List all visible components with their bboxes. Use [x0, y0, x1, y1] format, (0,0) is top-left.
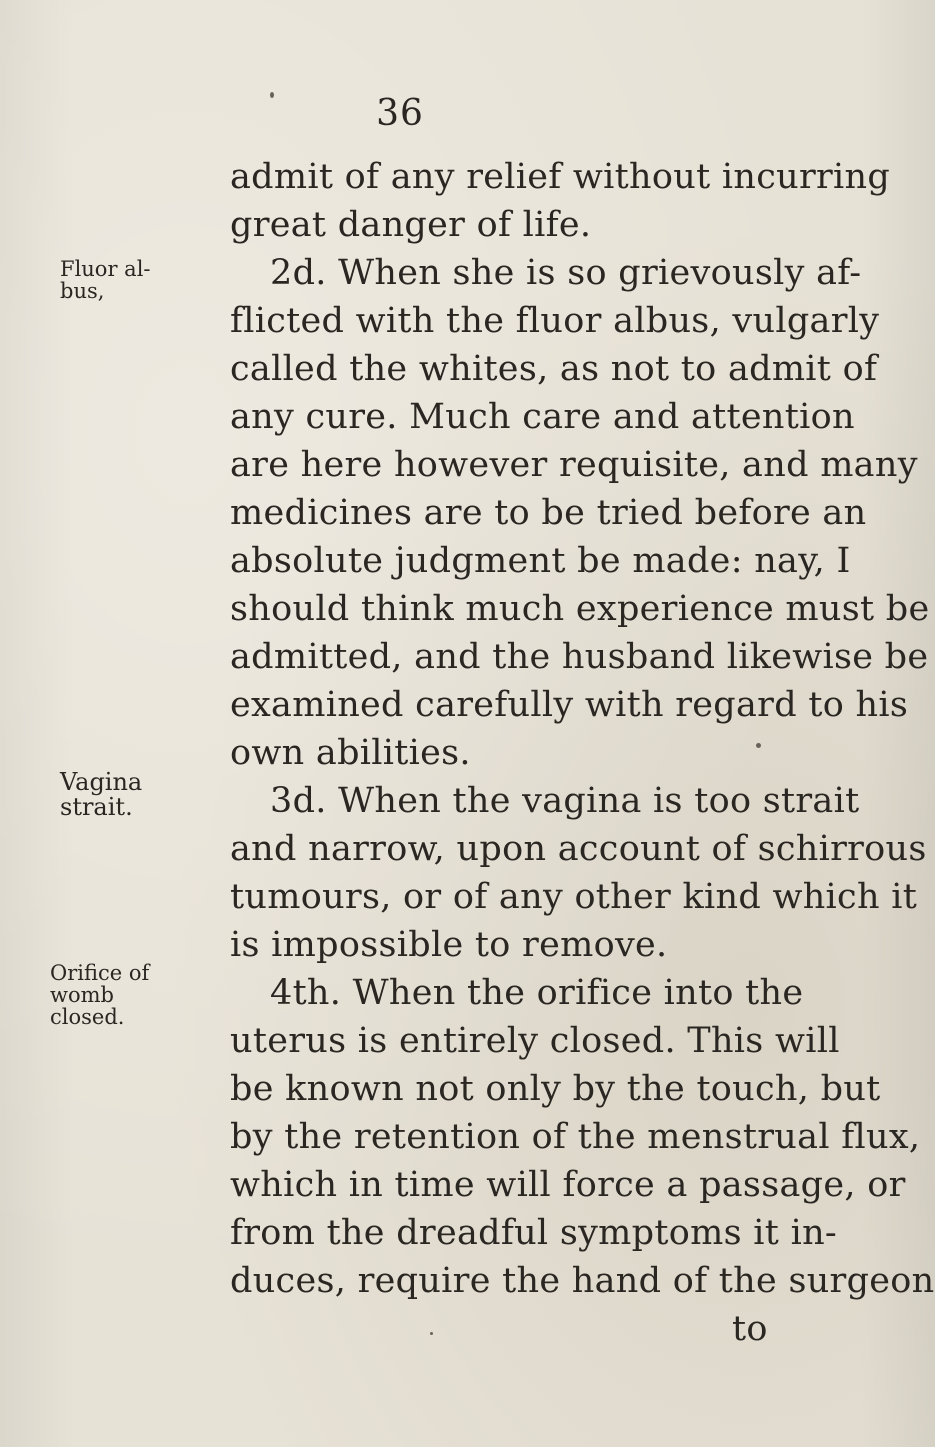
- paper-speck: [430, 1332, 433, 1335]
- body-line: are here however requisite, and many: [230, 445, 918, 485]
- body-line: flicted with the fluor albus, vulgarly: [230, 301, 880, 341]
- paper-speck: [756, 743, 761, 748]
- body-line: uterus is entirely closed. This will: [230, 1021, 840, 1061]
- body-line: admitted, and the husband likewise be: [230, 637, 929, 677]
- catchword: to: [732, 1309, 768, 1349]
- margin-note-line: Fluor al-: [60, 257, 151, 281]
- body-line: medicines are to be tried before an: [230, 493, 867, 533]
- margin-note-line: closed.: [50, 1005, 125, 1029]
- body-line: great danger of life.: [230, 205, 592, 245]
- margin-note-vagina-strait: [60, 770, 142, 820]
- body-line: should think much experience must be: [230, 589, 930, 629]
- margin-note-line: bus,: [60, 279, 105, 303]
- margin-note-line: Vagina: [60, 768, 143, 796]
- body-line: admit of any relief without incurring: [230, 157, 891, 197]
- margin-note-line: Orifice of: [50, 961, 150, 985]
- body-line: and narrow, upon account of schirrous: [230, 829, 927, 869]
- page-number: 36: [376, 93, 424, 134]
- body-line: be known not only by the touch, but: [230, 1069, 881, 1109]
- body-line: is impossible to remove.: [230, 925, 668, 965]
- paper-speck: [270, 92, 274, 98]
- body-line: absolute judgment be made: nay, I: [230, 541, 851, 581]
- body-line: tumours, or of any other kind which it: [230, 877, 918, 917]
- body-line: which in time will force a passage, or: [230, 1165, 906, 1205]
- body-line: any cure. Much care and attention: [230, 397, 855, 437]
- body-line: by the retention of the menstrual flux,: [230, 1117, 921, 1157]
- body-line: examined carefully with regard to his: [230, 685, 909, 725]
- body-line: own abilities.: [230, 733, 471, 773]
- margin-note-line: strait.: [60, 793, 133, 821]
- body-line: 2d. When she is so grievously af-: [270, 253, 862, 293]
- body-line: 4th. When the orifice into the: [270, 973, 804, 1013]
- body-line: 3d. When the vagina is too strait: [270, 781, 860, 821]
- body-line: from the dreadful symptoms it in-: [230, 1213, 838, 1253]
- margin-note-orifice-closed: [50, 962, 149, 1028]
- body-line: called the whites, as not to admit of: [230, 349, 878, 389]
- margin-note-fluor-albus: [60, 258, 151, 302]
- body-line: duces, require the hand of the surgeon: [230, 1261, 935, 1301]
- margin-note-line: womb: [50, 983, 114, 1007]
